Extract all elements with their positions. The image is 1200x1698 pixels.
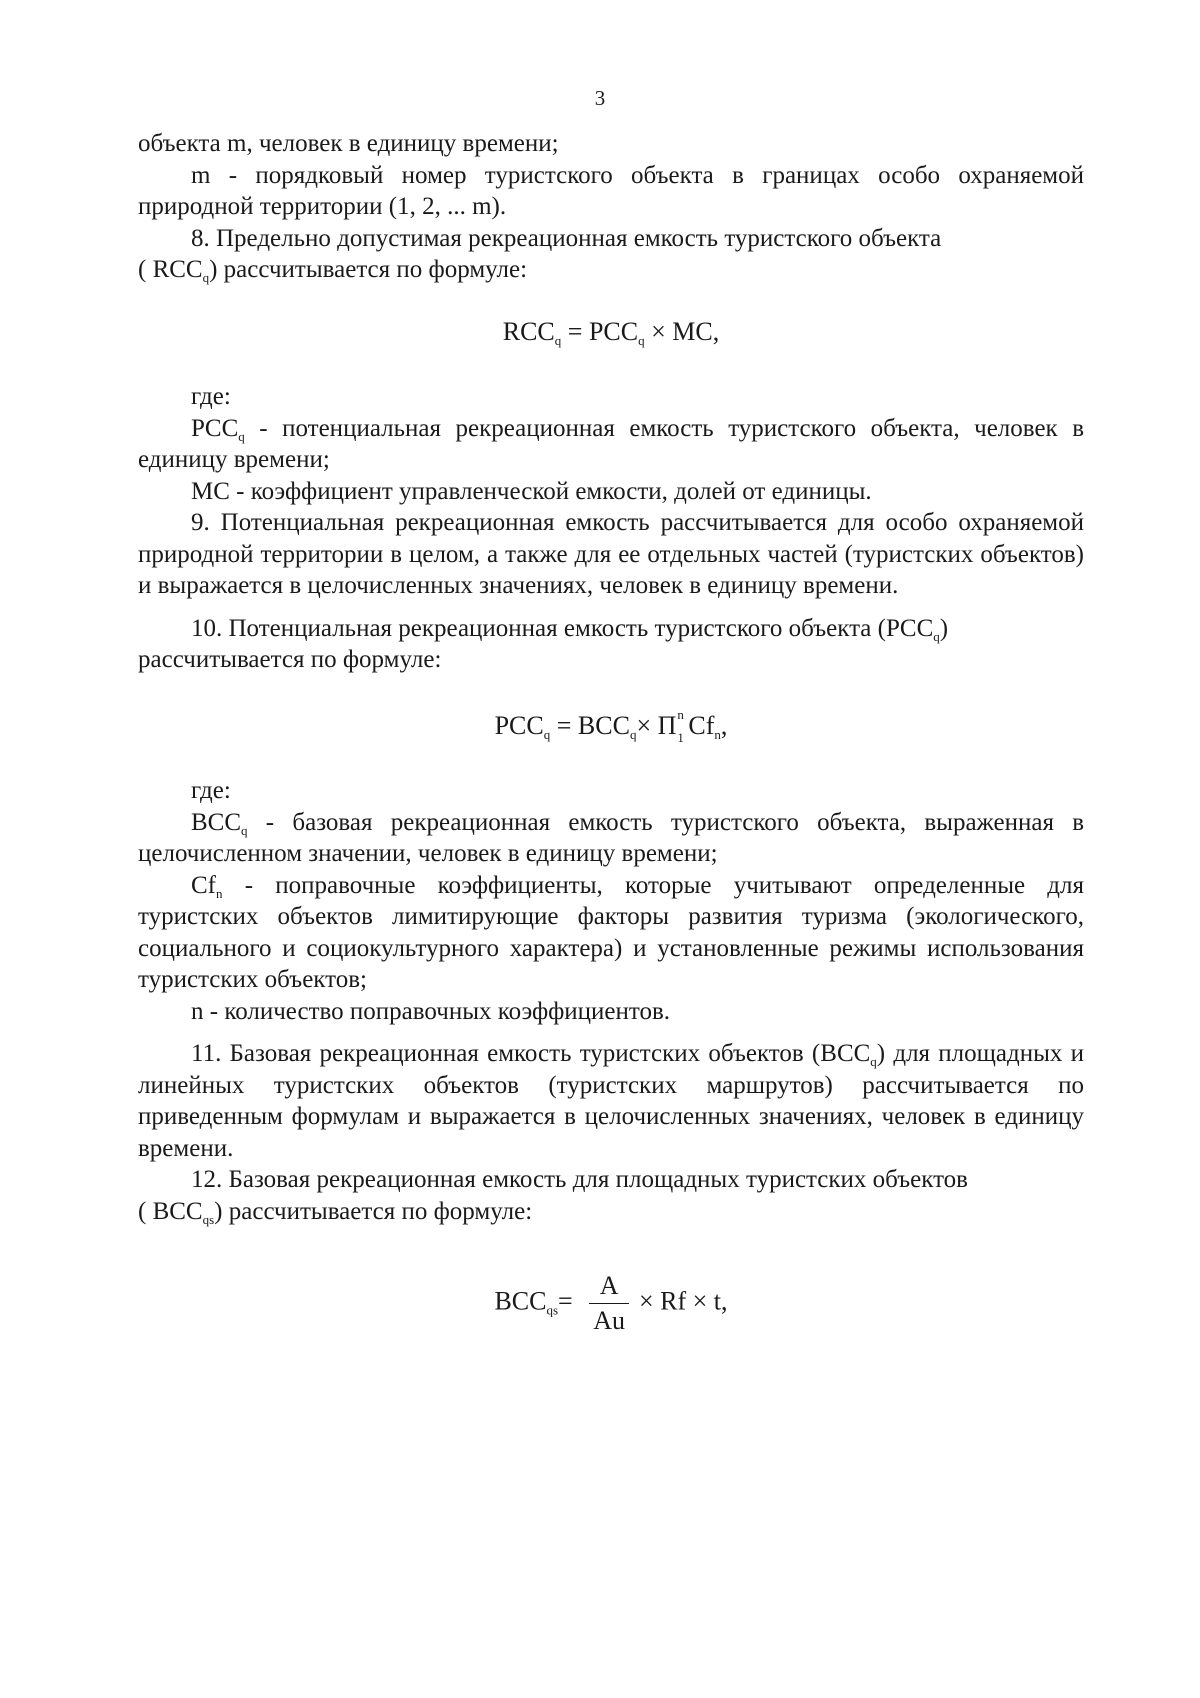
paragraph-8: 8. Предельно допустимая рекреационная емкость туристского объекта xyxy=(191,224,942,252)
formula-bcc-qs: $BCC_{qs}=$ $\frac{A}{Au}$ × Rf × t, xyxy=(138,1269,1084,1338)
paragraph: объекта m, человек в единицу времени; xyxy=(138,130,559,157)
where-label: где: xyxy=(191,777,231,804)
document-body xyxy=(138,128,1084,1338)
paragraph-12: 12. Базовая рекреационная емкость для площадных туристских объектов xyxy=(191,1166,968,1193)
paragraph-9: 9. Потенциальная рекреационная емкость рассчитывается для особо охраняемой природной территории в целом, а также для ее отдельных частей (туристских объектов) и выражается в целочисленных значениях, человек в единицу времени. xyxy=(138,509,1084,599)
definition-cf: $Cf_n$ - поправочные коэффициенты, которые учитывают определенные для туристских объектов лимитирующие факторы развития туризма (экологического, социального и социокультурного характера) и установленные режимы использования туристских объектов; xyxy=(138,871,1085,993)
formula-pcc: $PCC_q = BCC_q\times П$ n 1 $Cf_n$, xyxy=(494,706,728,745)
definition-mc: MC - коэффициент управленческой емкости, долей от единицы. xyxy=(191,477,872,505)
paragraph: m - порядковый номер туристского объекта в границах особо охраняемой природной территории (1, 2, ... m). xyxy=(138,161,1084,220)
paragraph-12-cont: ( $BCC_{qs}$) рассчитывается по формуле: xyxy=(138,1197,533,1227)
page-number: 3 xyxy=(594,86,606,110)
definition-pcc: $PCC_q$ - потенциальная рекреационная емкость туристского объекта, человек в единицу времени; xyxy=(138,414,1084,473)
paragraph-10-cont: рассчитывается по формуле: xyxy=(138,646,442,673)
where-label: где: xyxy=(191,383,231,410)
paragraph-10: 10. Потенциальная рекреационная емкость туристского объекта $(PCC_q)$ xyxy=(191,614,949,644)
fraction xyxy=(589,1269,629,1338)
paragraph-11: 11. Базовая рекреационная емкость туристских объектов $(BCC_q)$ для площадных и линейных туристских объектов (туристских маршрутов) рассчитывается по приведенным формулам и выражается в целочисленных значениях, человек в единицу времени. xyxy=(138,1040,1084,1162)
fraction-numerator: A xyxy=(589,1269,629,1304)
formula-rcc: $RCC_q = PCC_q$ × MC, xyxy=(502,316,720,348)
definition-bcc: $BCC_q$ - базовая рекреационная емкость туристского объекта, выраженная в целочисленном значении, человек в единицу времени; xyxy=(138,808,1085,867)
fraction-denominator: Au xyxy=(593,1306,625,1335)
definition-n: n - количество поправочных коэффициентов. xyxy=(191,997,671,1025)
paragraph-8-cont: ( $RCC_q$) рассчитывается по формуле: xyxy=(138,256,528,285)
